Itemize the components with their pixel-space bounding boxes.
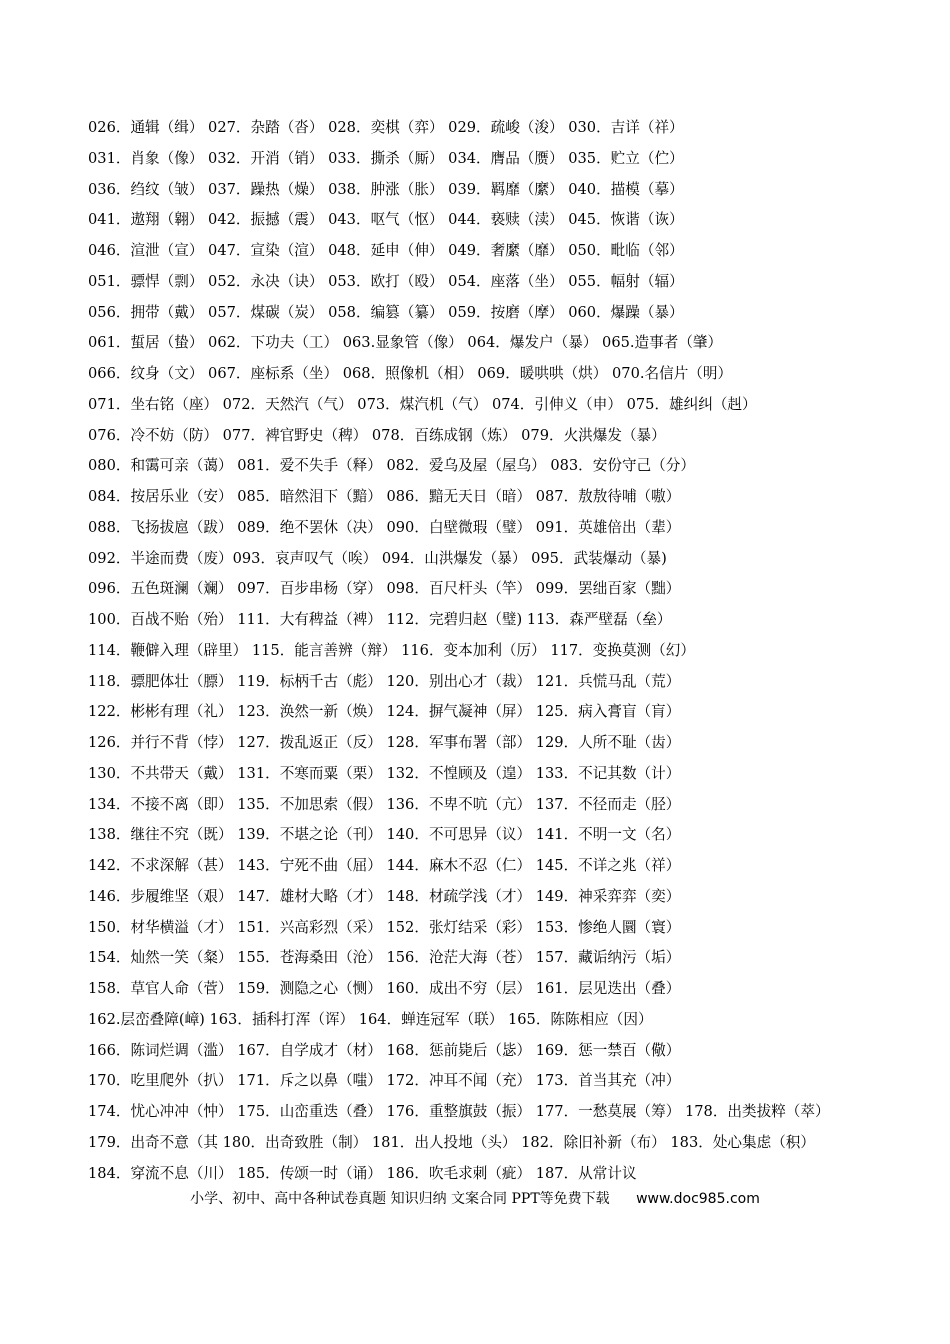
text-line: 138．继往不究（既） 139．不堪之论（刊） 140．不可思异（议） 141．不明一文（名） [88, 826, 681, 844]
text-line: 166．陈词烂调（滥） 167．自学成才（材） 168．惩前毙后（毖） 169．惩一禁百（儆） [88, 1041, 681, 1059]
footer-url: www.doc985.com [636, 1191, 760, 1207]
text-line: 126．并行不背（悖） 127．拨乱返正（反） 128．军事布署（部） 129．人所不耻（齿） [88, 734, 681, 751]
text-line: 142．不求深解（甚） 143．宁死不曲（屈） 144．麻木不忍（仁） 145．不详之兆（祥） [88, 857, 681, 874]
text-line: 146．步履维坚（艰） 147．雄材大略（才） 148．材疏学浅（才） 149．神采弈弈（奕） [88, 887, 681, 905]
text-line: 076．冷不妨（防） 077．裨官野史（稗） 078．百练成钢（炼） 079．火洪爆发（暴） [88, 426, 666, 444]
text-line: 122．彬彬有理（礼） 123．涣然一新（焕） 124．摒气凝神（屏） 125．病入膏盲（肓） [88, 703, 681, 721]
text-line: 100．百战不贻（殆） 111．大有稗益（裨） 112．完碧归赵（璧) 113．森严壁磊（垒） [88, 611, 672, 628]
text-line: 071．坐右铭（座） 072．天然汽（气） 073．煤汽机（气） 074．引伸义（申） 075．雄纠纠（赳） [88, 395, 757, 413]
text-line: 036．绉纹（皱） 037．躁热（燥） 038．肿涨（胀） 039．羁靡（縻） 040．描模（摹） [88, 180, 684, 198]
text-line: 118．骠肥体壮（膘） 119．标柄千古（彪） 120．别出心才（裁） 121．兵慌马乱（荒） [88, 672, 681, 690]
document-body [88, 113, 860, 1189]
text-line: 150．材华横溢（才） 151．兴高彩烈（采） 152．张灯结采（彩） 153．惨绝人圜（寰） [88, 918, 681, 936]
text-line: 096．五色斑澜（斓） 097．百步串杨（穿） 098．百尺杆头（竿） 099．罢绌百家（黜） [88, 580, 681, 598]
text-line: 031．肖象（像） 032．开消（销） 033．撕杀（厮） 034．膺品（赝） 035．贮立（伫） [88, 149, 684, 167]
text-line: 130．不共带天（戴） 131．不寒而粟（栗） 132．不惶顾及（遑） 133．不记其数（计） [88, 764, 681, 782]
text-line: 066．纹身（文） 067．座标系（坐） 068．照像机（相） 069．暖哄哄（烘） 070.名信片（明） [88, 365, 733, 382]
text-line: 084．按居乐业（安） 085．暗然泪下（黯） 086．黯无天日（暗） 087．敖敖待哺（嗷） [88, 488, 681, 505]
text-line: 056．拥带（戴） 057．煤碳（炭） 058．编篡（纂） 059．按磨（摩） 060．爆躁（暴） [88, 303, 684, 321]
page-footer [0, 1188, 950, 1208]
text-line: 041．遨翔（翱） 042．振撼（震） 043．呕气（怄） 044．亵赎（渎） 045．恢谐（诙） [88, 211, 684, 229]
text-line: 154．灿然一笑（粲） 155．苍海桑田（沧） 156．沧茫大海（苍） 157．藏诟纳污（垢） [88, 949, 681, 967]
text-line: 170．吃里爬外（扒） 171．斥之以鼻（嗤） 172．冲耳不闻（充） 173．首当其充（冲） [88, 1072, 681, 1090]
text-line: 080．和霭可亲（蔼） 081．爱不失手（释） 082．爱乌及屋（屋乌） 083．安份守己（分） [88, 457, 695, 475]
text-line: 061．蜇居（蛰） 062．下功夫（工） 063.显象管（像） 064．爆发户（暴） 065.造事者（肇） [88, 334, 723, 352]
text-line: 088．飞扬拔扈（跋） 089．绝不罢休（决） 090．白壁微瑕（璧） 091．英雄倍出（辈） [88, 518, 681, 536]
text-paragraph: 174．忧心冲冲（忡） 175．山峦重迭（叠） 176．重整旗鼓（振） 177．一愁莫展（筹） 178．出类拔粹（萃） 179．出奇不意（其 180．出奇致胜（制） 181．出人投地（头） 182．除旧补新（布） 183．处心集虑（积） 184．穿流不息（川） 185．传颂一时（诵） 186．吹毛求刺（疵） 187．从常计议 [88, 1103, 830, 1182]
text-line: 134．不接不离（即） 135．不加思索（假） 136．不卑不吭（亢） 137．不径而走（胫） [88, 795, 681, 813]
text-line: 162.层峦叠障(嶂) 163．插科打浑（诨） 164．蝉连冠军（联） 165．陈陈相应（因） [88, 1010, 653, 1028]
footer-text: 小学、初中、高中各种试卷真题 知识归纳 文案合同 PPT等免费下载 [190, 1191, 610, 1207]
text-line: 026．通辑（缉） 027．杂踏（沓） 028．奕棋（弈） 029．疏峻（浚） 030．吉详（祥） [88, 119, 684, 136]
text-line: 046．渲泄（宣） 047．宣染（渲） 048．延申（伸） 049．奢縻（靡） 050．毗临（邻） [88, 242, 684, 259]
text-line: 114．鞭僻入理（辟里） 115．能言善辨（辩） 116．变本加利（厉） 117．变换莫测（幻） [88, 641, 695, 659]
text-line: 051．骠悍（剽） 052．永决（诀） 053．欧打（殴） 054．座落（坐） 055．幅射（辐） [88, 272, 684, 290]
text-line: 092．半途而费（废）093．哀声叹气（唉） 094．山洪爆发（暴） 095．武装爆动（暴) [88, 549, 667, 567]
text-line: 158．草官人命（菅） 159．测隐之心（恻） 160．成出不穷（层） 161．层见迭出（叠） [88, 980, 681, 997]
